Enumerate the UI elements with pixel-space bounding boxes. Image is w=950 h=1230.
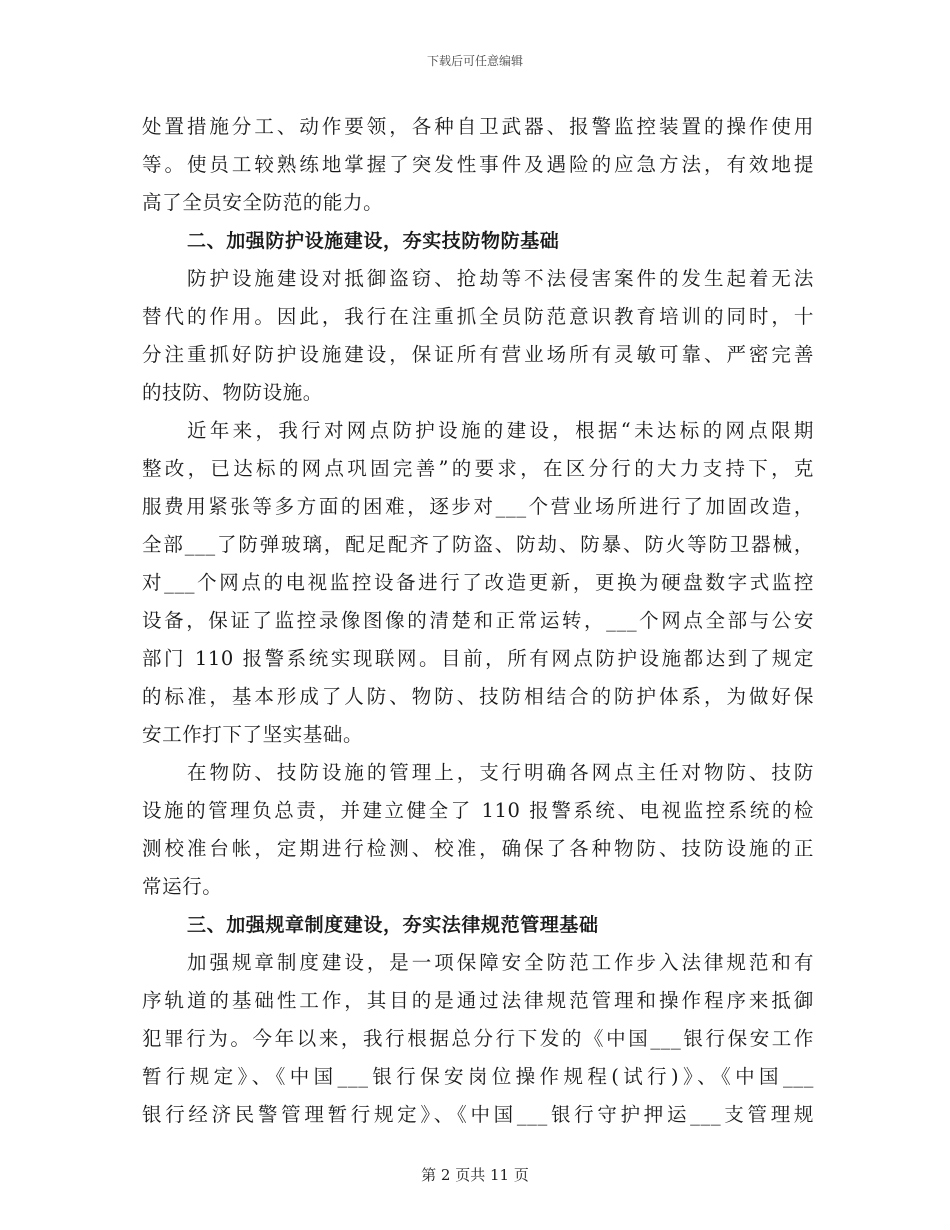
page-header: 下载后可任意编辑	[426, 54, 523, 68]
paragraph-first-line: 加强规章制度建设，是一项保障安全防范工作步入法律规范和有	[187, 951, 814, 974]
text-line: 服费用紧张等多方面的困难，逐步对___个营业场所进行了加固改造，	[142, 495, 814, 518]
text-line: 序轨道的基础性工作，其目的是通过法律规范管理和操作程序来抵御	[142, 989, 814, 1012]
text-line: 犯罪行为。今年以来，我行根据总分行下发的《中国___银行保安工作	[142, 1027, 814, 1050]
text-line: 常运行。	[142, 875, 223, 898]
text-line: 全部___了防弹玻璃，配足配齐了防盗、防劫、防暴、防火等防卫器械，	[142, 533, 814, 556]
text-line: 分注重抓好防护设施建设，保证所有营业场所有灵敏可靠、严密完善	[142, 343, 814, 366]
text-line: 暂行规定》、《中国___银行保安岗位操作规程(试行)》、《中国___	[142, 1065, 814, 1088]
paragraph-first-line: 在物防、技防设施的管理上，支行明确各网点主任对物防、技防	[187, 761, 814, 784]
text-line: 安工作打下了坚实基础。	[142, 723, 364, 746]
paragraph-first-line: 防护设施建设对抵御盗窃、抢劫等不法侵害案件的发生起着无法	[187, 267, 814, 290]
text-line: 处置措施分工、动作要领，各种自卫武器、报警监控装置的操作使用	[142, 115, 814, 138]
text-line: 对___个网点的电视监控设备进行了改造更新，更换为硬盘数字式监控	[142, 571, 814, 594]
document-body	[142, 108, 814, 1134]
paragraph-first-line: 近年来，我行对网点防护设施的建设，根据“未达标的网点限期	[187, 419, 814, 442]
text-line: 设施的管理负总责，并建立健全了 110 报警系统、电视监控系统的检	[142, 799, 814, 822]
text-line: 的技防、物防设施。	[142, 381, 323, 404]
text-line: 银行经济民警管理暂行规定》、《中国___银行守护押运___支管理规	[142, 1103, 814, 1126]
text-line: 测校准台帐，定期进行检测、校准，确保了各种物防、技防设施的正	[142, 837, 814, 860]
text-line: 整改，已达标的网点巩固完善”的要求，在区分行的大力支持下，克	[142, 457, 814, 480]
text-line: 高了全员安全防范的能力。	[142, 191, 384, 214]
text-line: 的标准，基本形成了人防、物防、技防相结合的防护体系，为做好保	[142, 685, 814, 708]
page-number: 第 2 页共 11 页	[421, 1166, 529, 1184]
text-line: 部门 110 报警系统实现联网。目前，所有网点防护设施都达到了规定	[142, 647, 814, 670]
text-line: 等。使员工较熟练地掌握了突发性事件及遇险的应急方法，有效地提	[142, 153, 814, 176]
text-line: 替代的作用。因此，我行在注重抓全员防范意识教育培训的同时，十	[142, 305, 814, 328]
section-heading: 二、加强防护设施建设，夯实技防物防基础	[187, 230, 560, 252]
section-heading: 三、加强规章制度建设，夯实法律规范管理基础	[187, 914, 599, 936]
text-line: 设备，保证了监控录像图像的清楚和正常运转，___个网点全部与公安	[142, 609, 814, 632]
